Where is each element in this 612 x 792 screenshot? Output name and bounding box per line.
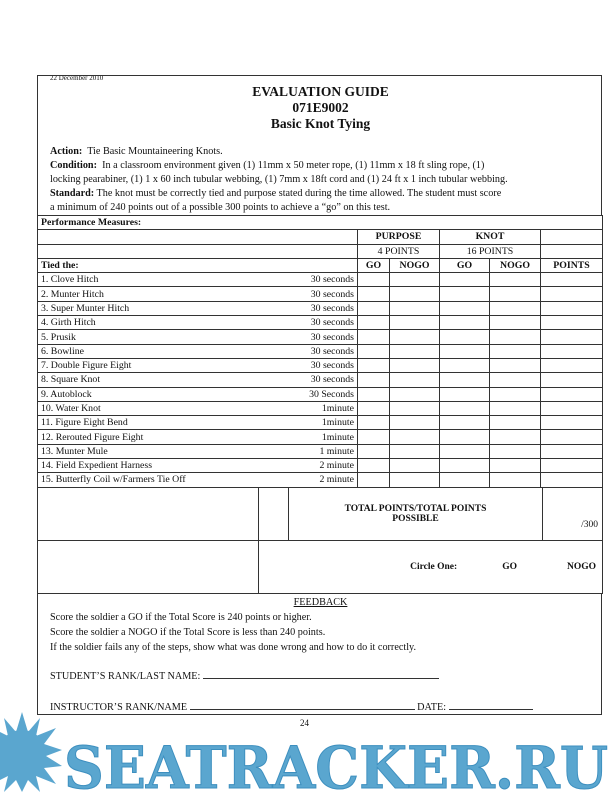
document-date: 22 December 2010 bbox=[50, 74, 104, 82]
knot-nogo-cell[interactable] bbox=[490, 316, 541, 330]
purpose-go-cell[interactable] bbox=[358, 316, 390, 330]
points-cell[interactable] bbox=[541, 316, 603, 330]
table-row bbox=[38, 373, 603, 387]
condition: Condition: In a classroom environment given (1) 11mm x 50 meter rope, (1) 11mm x 18 ft sling rope, (1) locking pearabiner, (1) 1 x 60 inch tubular webbing, (1) 7mm x 18ft cord and (1) 24 ft x 1 inch tubular webbing. bbox=[50, 160, 508, 185]
points-cell[interactable] bbox=[541, 401, 603, 415]
points-cell[interactable] bbox=[541, 459, 603, 473]
knot-nogo-cell[interactable] bbox=[490, 444, 541, 458]
time-allowed: 2 minute bbox=[319, 460, 354, 472]
knot-name: 14. Field Expedient Harness 2 minute bbox=[38, 459, 358, 473]
knot-nogo-cell[interactable] bbox=[490, 301, 541, 315]
feedback-line: Score the soldier a NOGO if the Total Score is less than 240 points. bbox=[50, 627, 326, 638]
page-number: 24 bbox=[300, 718, 309, 728]
purpose-nogo-cell[interactable] bbox=[390, 444, 440, 458]
table-row bbox=[38, 344, 603, 358]
knot-nogo-cell[interactable] bbox=[490, 330, 541, 344]
purpose-nogo-cell[interactable] bbox=[390, 301, 440, 315]
knot-go-cell[interactable] bbox=[440, 473, 490, 487]
doc-title: EVALUATION GUIDE bbox=[252, 84, 389, 99]
student-name-field[interactable]: STUDENT’S RANK/LAST NAME: bbox=[50, 669, 439, 682]
knot-nogo-cell[interactable] bbox=[490, 401, 541, 415]
knot-go-cell[interactable] bbox=[440, 316, 490, 330]
knot-name: 3. Super Munter Hitch 30 seconds bbox=[38, 301, 358, 315]
points-cell[interactable] bbox=[541, 287, 603, 301]
doc-code: 071E9002 bbox=[292, 100, 349, 115]
knot-name: 13. Munter Mule 1 minute bbox=[38, 444, 358, 458]
knot-name: 1. Clove Hitch 30 seconds bbox=[38, 273, 358, 287]
nogo-header: NOGO bbox=[390, 258, 440, 272]
points-cell[interactable] bbox=[541, 444, 603, 458]
purpose-go-cell[interactable] bbox=[358, 287, 390, 301]
table-row bbox=[38, 316, 603, 330]
points-cell[interactable] bbox=[541, 387, 603, 401]
knot-name: 6. Bowline 30 seconds bbox=[38, 344, 358, 358]
time-allowed: 30 seconds bbox=[310, 288, 354, 300]
purpose-go-cell[interactable] bbox=[358, 344, 390, 358]
knot-points: 16 POINTS bbox=[440, 244, 541, 258]
table-row bbox=[38, 287, 603, 301]
knot-name: 8. Square Knot 30 seconds bbox=[38, 373, 358, 387]
time-allowed: 30 seconds bbox=[310, 345, 354, 357]
points-cell[interactable] bbox=[541, 373, 603, 387]
table-row bbox=[38, 387, 603, 401]
knot-nogo-cell[interactable] bbox=[490, 430, 541, 444]
go-option[interactable]: GO bbox=[502, 562, 517, 572]
knot-name: 5. Prusik 30 seconds bbox=[38, 330, 358, 344]
knot-go-cell[interactable] bbox=[440, 358, 490, 372]
knot-nogo-cell[interactable] bbox=[490, 344, 541, 358]
purpose-points: 4 POINTS bbox=[358, 244, 440, 258]
knot-header: KNOT bbox=[440, 230, 541, 244]
knot-nogo-cell[interactable] bbox=[490, 287, 541, 301]
points-cell[interactable] bbox=[541, 416, 603, 430]
header-box bbox=[37, 75, 602, 216]
purpose-nogo-cell[interactable] bbox=[390, 273, 440, 287]
watermark-text: SEATRACKER.RU bbox=[64, 734, 608, 792]
time-allowed: 30 seconds bbox=[310, 374, 354, 386]
purpose-nogo-cell[interactable] bbox=[390, 473, 440, 487]
feedback-line: Score the soldier a GO if the Total Score is 240 points or higher. bbox=[50, 612, 312, 623]
performance-table bbox=[37, 215, 603, 488]
instructor-field[interactable]: INSTRUCTOR’S RANK/NAME DATE: bbox=[50, 700, 533, 713]
points-cell[interactable] bbox=[541, 330, 603, 344]
knot-nogo-cell[interactable] bbox=[490, 416, 541, 430]
watermark-logo bbox=[0, 700, 612, 792]
table-row bbox=[38, 444, 603, 458]
purpose-nogo-cell[interactable] bbox=[390, 459, 440, 473]
time-allowed: 30 seconds bbox=[310, 360, 354, 372]
knot-name: 4. Girth Hitch 30 seconds bbox=[38, 316, 358, 330]
points-cell[interactable] bbox=[541, 358, 603, 372]
knot-nogo-cell[interactable] bbox=[490, 387, 541, 401]
time-allowed: 1minute bbox=[321, 431, 354, 443]
purpose-go-cell[interactable] bbox=[358, 416, 390, 430]
purpose-nogo-cell[interactable] bbox=[390, 344, 440, 358]
nogo-header: NOGO bbox=[490, 258, 541, 272]
table-row bbox=[38, 430, 603, 444]
knot-nogo-cell[interactable] bbox=[490, 358, 541, 372]
purpose-nogo-cell[interactable] bbox=[390, 387, 440, 401]
knot-go-cell[interactable] bbox=[440, 344, 490, 358]
table-row bbox=[38, 358, 603, 372]
nogo-option[interactable]: NOGO bbox=[566, 562, 596, 572]
purpose-go-cell[interactable] bbox=[358, 358, 390, 372]
doc-subtitle: Basic Knot Tying bbox=[270, 116, 371, 131]
knot-name: 12. Rerouted Figure Eight 1minute bbox=[38, 430, 358, 444]
time-allowed: 1minute bbox=[321, 417, 354, 429]
purpose-go-cell[interactable] bbox=[358, 444, 390, 458]
total-value: /300 bbox=[543, 488, 603, 541]
table-row bbox=[38, 273, 603, 287]
feedback-title: FEEDBACK bbox=[293, 597, 348, 608]
points-cell[interactable] bbox=[541, 344, 603, 358]
time-allowed: 30 seconds bbox=[310, 302, 354, 314]
knot-go-cell[interactable] bbox=[440, 430, 490, 444]
knot-nogo-cell[interactable] bbox=[490, 459, 541, 473]
purpose-nogo-cell[interactable] bbox=[390, 401, 440, 415]
go-header: GO bbox=[440, 258, 490, 272]
purpose-nogo-cell[interactable] bbox=[390, 416, 440, 430]
table-row bbox=[38, 301, 603, 315]
knot-go-cell[interactable] bbox=[440, 373, 490, 387]
purpose-go-cell[interactable] bbox=[358, 373, 390, 387]
purpose-nogo-cell[interactable] bbox=[390, 430, 440, 444]
feedback-box bbox=[37, 593, 602, 715]
knot-name: 15. Butterfly Coil w/Farmers Tie Off 2 minute bbox=[38, 473, 358, 487]
time-allowed: 1minute bbox=[321, 403, 354, 414]
knot-go-cell[interactable] bbox=[440, 330, 490, 344]
purpose-nogo-cell[interactable] bbox=[390, 287, 440, 301]
knot-go-cell[interactable] bbox=[440, 401, 490, 415]
purpose-nogo-cell[interactable] bbox=[390, 358, 440, 372]
knot-go-cell[interactable] bbox=[440, 387, 490, 401]
knot-nogo-cell[interactable] bbox=[490, 373, 541, 387]
total-table bbox=[37, 487, 603, 594]
circle-one-label: Circle One: bbox=[410, 562, 458, 572]
points-cell[interactable] bbox=[541, 430, 603, 444]
knot-go-cell[interactable] bbox=[440, 416, 490, 430]
purpose-go-cell[interactable] bbox=[358, 430, 390, 444]
action: Action: Tie Basic Mountaineering Knots. bbox=[50, 146, 223, 157]
knot-go-cell[interactable] bbox=[440, 459, 490, 473]
knot-nogo-cell[interactable] bbox=[490, 473, 541, 487]
feedback-line: If the soldier fails any of the steps, show what was done wrong and how to do it correctly. bbox=[50, 642, 417, 653]
time-allowed: 30 seconds bbox=[310, 274, 354, 286]
table-row bbox=[38, 473, 603, 487]
standard: Standard: The knot must be correctly tied and purpose stated during the time allowed. The student must score a minimum of 240 points out of a possible 300 points to achieve a “go” on this test. bbox=[50, 188, 502, 213]
purpose-nogo-cell[interactable] bbox=[390, 330, 440, 344]
purpose-go-cell[interactable] bbox=[358, 459, 390, 473]
points-cell[interactable] bbox=[541, 473, 603, 487]
knot-go-cell[interactable] bbox=[440, 273, 490, 287]
knot-go-cell[interactable] bbox=[440, 287, 490, 301]
knot-name: 7. Double Figure Eight 30 seconds bbox=[38, 358, 358, 372]
knot-name: 2. Munter Hitch 30 seconds bbox=[38, 287, 358, 301]
purpose-nogo-cell[interactable] bbox=[390, 316, 440, 330]
tied-header: Tied the: bbox=[38, 258, 358, 272]
purpose-go-cell[interactable] bbox=[358, 301, 390, 315]
purpose-go-cell[interactable] bbox=[358, 387, 390, 401]
knot-name: 10. Water Knot 1minute bbox=[38, 401, 358, 415]
time-allowed: 30 seconds bbox=[310, 331, 354, 343]
table-row bbox=[38, 416, 603, 430]
table-row bbox=[38, 401, 603, 415]
time-allowed: 30 seconds bbox=[310, 317, 354, 329]
purpose-nogo-cell[interactable] bbox=[390, 373, 440, 387]
knot-name: 9. Autoblock 30 Seconds bbox=[38, 387, 358, 401]
purpose-go-cell[interactable] bbox=[358, 401, 390, 415]
purpose-go-cell[interactable] bbox=[358, 473, 390, 487]
time-allowed: 30 Seconds bbox=[309, 388, 354, 400]
knot-go-cell[interactable] bbox=[440, 301, 490, 315]
time-allowed: 2 minute bbox=[319, 474, 354, 486]
table-row bbox=[38, 459, 603, 473]
sun-icon bbox=[0, 712, 62, 792]
knot-name: 11. Figure Eight Bend 1minute bbox=[38, 416, 358, 430]
points-cell[interactable] bbox=[541, 273, 603, 287]
purpose-go-cell[interactable] bbox=[358, 330, 390, 344]
total-label: TOTAL POINTS/TOTAL POINTS POSSIBLE bbox=[289, 488, 543, 541]
purpose-go-cell[interactable] bbox=[358, 273, 390, 287]
table-row bbox=[38, 330, 603, 344]
time-allowed: 1 minute bbox=[319, 445, 354, 457]
purpose-header: PURPOSE bbox=[358, 230, 440, 244]
section-title: Performance Measures: bbox=[38, 216, 603, 230]
points-header: POINTS bbox=[541, 258, 603, 272]
points-cell[interactable] bbox=[541, 301, 603, 315]
knot-nogo-cell[interactable] bbox=[490, 273, 541, 287]
knot-go-cell[interactable] bbox=[440, 444, 490, 458]
go-header: GO bbox=[358, 258, 390, 272]
